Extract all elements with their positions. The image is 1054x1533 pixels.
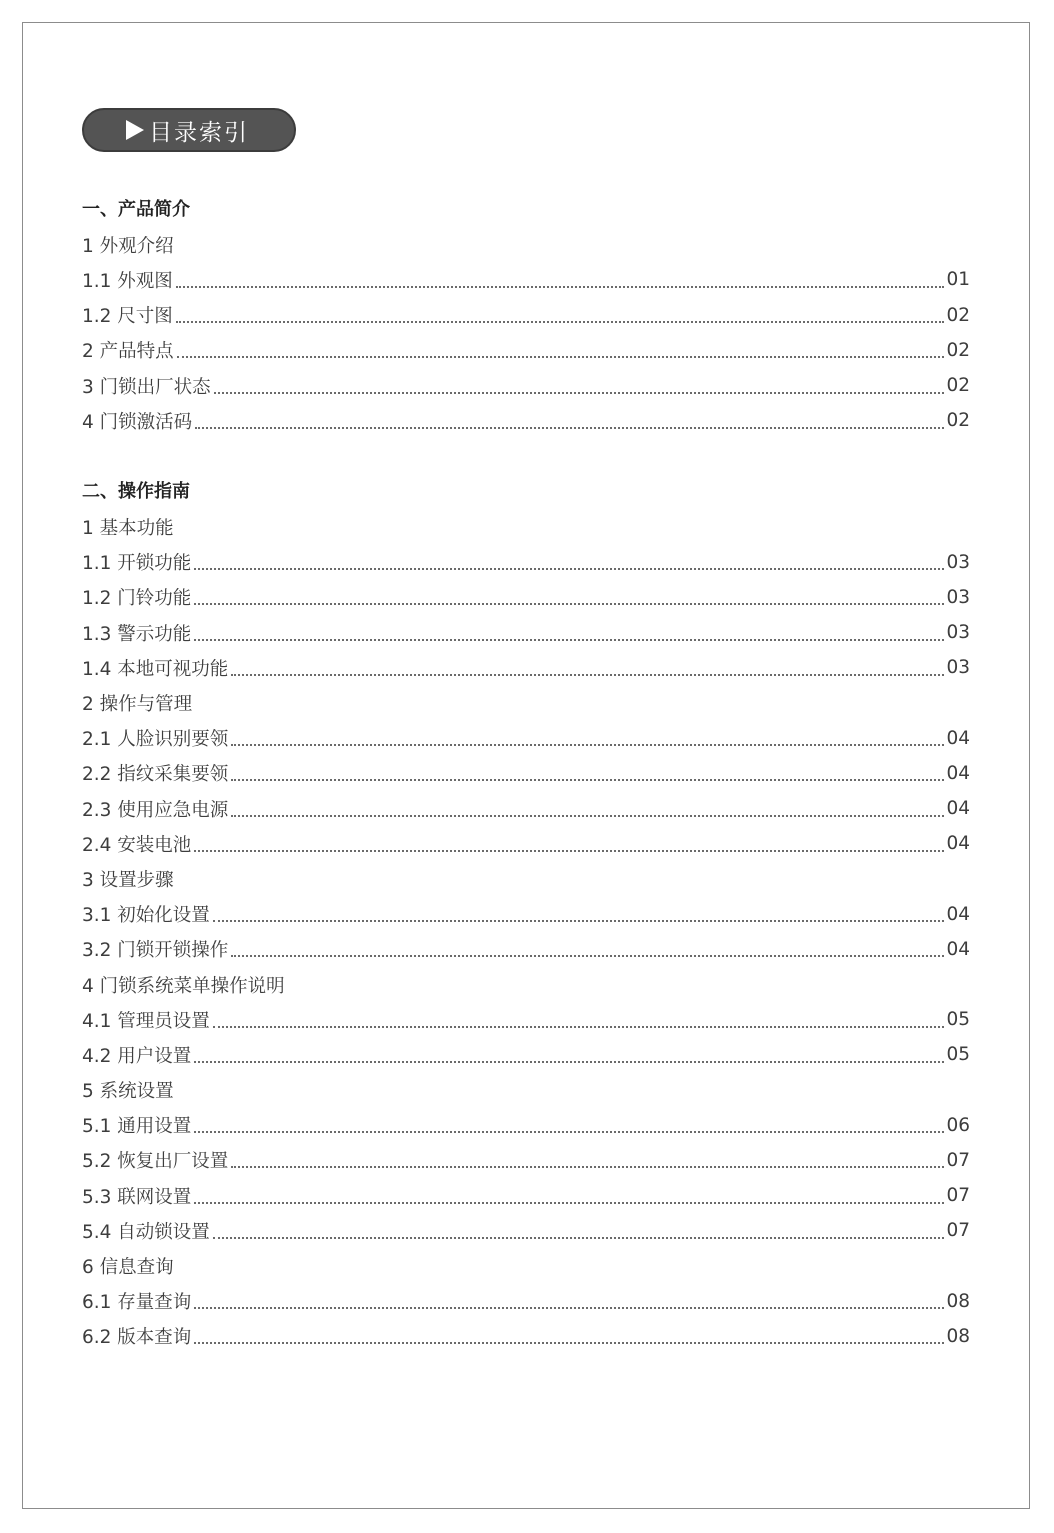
page-number: 04 bbox=[946, 833, 970, 855]
entry-label: 5.2 恢复出厂设置 bbox=[82, 1151, 229, 1173]
page-number: 03 bbox=[946, 551, 970, 573]
entry-label: 3.1 初始化设置 bbox=[82, 905, 210, 927]
page-number: 03 bbox=[946, 622, 970, 644]
entry-label: 1.4 本地可视功能 bbox=[82, 658, 229, 680]
page-number: 06 bbox=[946, 1114, 970, 1136]
dot-leader bbox=[231, 955, 944, 957]
entry-label: 2 操作与管理 bbox=[82, 694, 193, 716]
page-number: 08 bbox=[946, 1290, 970, 1312]
entry-label: 3 门锁出厂状态 bbox=[82, 376, 211, 398]
toc-entry bbox=[82, 791, 970, 826]
entry-label: 5.3 联网设置 bbox=[82, 1186, 192, 1208]
page-number: 03 bbox=[946, 657, 970, 679]
toc-subsection-title bbox=[82, 967, 970, 1002]
entry-label: 2.4 安装电池 bbox=[82, 834, 192, 856]
dot-leader bbox=[231, 1166, 944, 1168]
page-number: 08 bbox=[946, 1325, 970, 1347]
dot-leader bbox=[213, 1237, 945, 1239]
page-number: 04 bbox=[946, 938, 970, 960]
dot-leader bbox=[231, 779, 944, 781]
toc-entry bbox=[82, 721, 970, 756]
page-number: 07 bbox=[946, 1220, 970, 1242]
toc-subsection-title bbox=[82, 685, 970, 720]
entry-label: 4.1 管理员设置 bbox=[82, 1010, 210, 1032]
toc-entry bbox=[82, 1178, 970, 1213]
dot-leader bbox=[176, 286, 945, 288]
entry-label: 1.1 开锁功能 bbox=[82, 553, 192, 575]
toc-subsection-title bbox=[82, 861, 970, 896]
entry-label: 2.2 指纹采集要领 bbox=[82, 764, 229, 786]
page-number: 02 bbox=[946, 339, 970, 361]
dot-leader bbox=[231, 674, 944, 676]
play-arrow-icon bbox=[126, 120, 144, 140]
toc-subsection-title bbox=[82, 510, 970, 545]
dot-leader bbox=[194, 568, 944, 570]
entry-label: 4 门锁系统菜单操作说明 bbox=[82, 975, 285, 997]
dot-leader bbox=[194, 639, 944, 641]
toc-entry bbox=[82, 333, 970, 368]
page-number: 04 bbox=[946, 727, 970, 749]
toc-entry bbox=[82, 932, 970, 967]
toc-entry bbox=[82, 897, 970, 932]
section-heading: 一、产品简介 bbox=[82, 199, 190, 220]
page-number: 05 bbox=[946, 1009, 970, 1031]
toc-entry bbox=[82, 580, 970, 615]
toc-entry bbox=[82, 1037, 970, 1072]
toc-entry bbox=[82, 826, 970, 861]
toc-title-badge bbox=[82, 108, 296, 152]
page-number: 02 bbox=[946, 304, 970, 326]
toc-entry bbox=[82, 403, 970, 438]
page-number: 01 bbox=[946, 269, 970, 291]
dot-leader bbox=[214, 392, 945, 394]
toc-entry bbox=[82, 1002, 970, 1037]
toc-entry bbox=[82, 1284, 970, 1319]
entry-label: 5.1 通用设置 bbox=[82, 1116, 192, 1138]
toc-entry bbox=[82, 262, 970, 297]
entry-label: 3 设置步骤 bbox=[82, 869, 174, 891]
toc-entry bbox=[82, 650, 970, 685]
entry-label: 3.2 门锁开锁操作 bbox=[82, 940, 229, 962]
page-number: 05 bbox=[946, 1044, 970, 1066]
entry-label: 1.2 门铃功能 bbox=[82, 588, 192, 610]
toc-entry bbox=[82, 756, 970, 791]
page-number: 04 bbox=[946, 762, 970, 784]
entry-label: 1.2 尺寸图 bbox=[82, 306, 173, 328]
section-heading: 二、操作指南 bbox=[82, 481, 190, 503]
toc-section bbox=[82, 474, 970, 1354]
toc-entry bbox=[82, 368, 970, 403]
dot-leader bbox=[213, 1026, 945, 1028]
entry-label: 6.2 版本查询 bbox=[82, 1327, 192, 1349]
entry-label: 4 门锁激活码 bbox=[82, 411, 193, 433]
table-of-contents bbox=[82, 192, 970, 1354]
page-number: 02 bbox=[946, 375, 970, 397]
dot-leader bbox=[194, 1202, 944, 1204]
dot-leader bbox=[231, 744, 944, 746]
page-number: 04 bbox=[946, 903, 970, 925]
entry-label: 2.1 人脸识别要领 bbox=[82, 729, 229, 751]
dot-leader bbox=[194, 850, 944, 852]
toc-section bbox=[82, 192, 970, 438]
entry-label: 1.1 外观图 bbox=[82, 270, 173, 292]
entry-label: 2 产品特点 bbox=[82, 341, 174, 363]
dot-leader bbox=[194, 1307, 944, 1309]
entry-label: 1 外观介绍 bbox=[82, 235, 174, 257]
dot-leader bbox=[231, 815, 944, 817]
dot-leader bbox=[194, 1131, 944, 1133]
page-number: 03 bbox=[946, 586, 970, 608]
toc-entry bbox=[82, 1143, 970, 1178]
dot-leader bbox=[194, 603, 944, 605]
dot-leader bbox=[176, 321, 945, 323]
dot-leader bbox=[177, 356, 945, 358]
entry-label: 6 信息查询 bbox=[82, 1257, 174, 1279]
toc-subsection-title bbox=[82, 1073, 970, 1108]
toc-subsection-title bbox=[82, 227, 970, 262]
dot-leader bbox=[195, 427, 944, 429]
dot-leader bbox=[194, 1061, 944, 1063]
page-number: 02 bbox=[946, 410, 970, 432]
toc-entry bbox=[82, 1319, 970, 1354]
dot-leader bbox=[213, 920, 945, 922]
entry-label: 6.1 存量查询 bbox=[82, 1292, 192, 1314]
entry-label: 5 系统设置 bbox=[82, 1081, 174, 1103]
entry-label: 1 基本功能 bbox=[82, 518, 174, 540]
page-number: 07 bbox=[946, 1185, 970, 1207]
toc-entry bbox=[82, 615, 970, 650]
toc-entry bbox=[82, 298, 970, 333]
entry-label: 2.3 使用应急电源 bbox=[82, 799, 229, 821]
toc-subsection-title bbox=[82, 1248, 970, 1283]
page-number: 07 bbox=[946, 1149, 970, 1171]
page-number: 04 bbox=[946, 798, 970, 820]
toc-entry bbox=[82, 545, 970, 580]
toc-entry bbox=[82, 1213, 970, 1248]
entry-label: 1.3 警示功能 bbox=[82, 623, 192, 645]
entry-label: 5.4 自动锁设置 bbox=[82, 1221, 210, 1243]
dot-leader bbox=[194, 1342, 944, 1344]
toc-entry bbox=[82, 1108, 970, 1143]
toc-title: 目录索引 bbox=[149, 119, 249, 146]
entry-label: 4.2 用户设置 bbox=[82, 1045, 192, 1067]
